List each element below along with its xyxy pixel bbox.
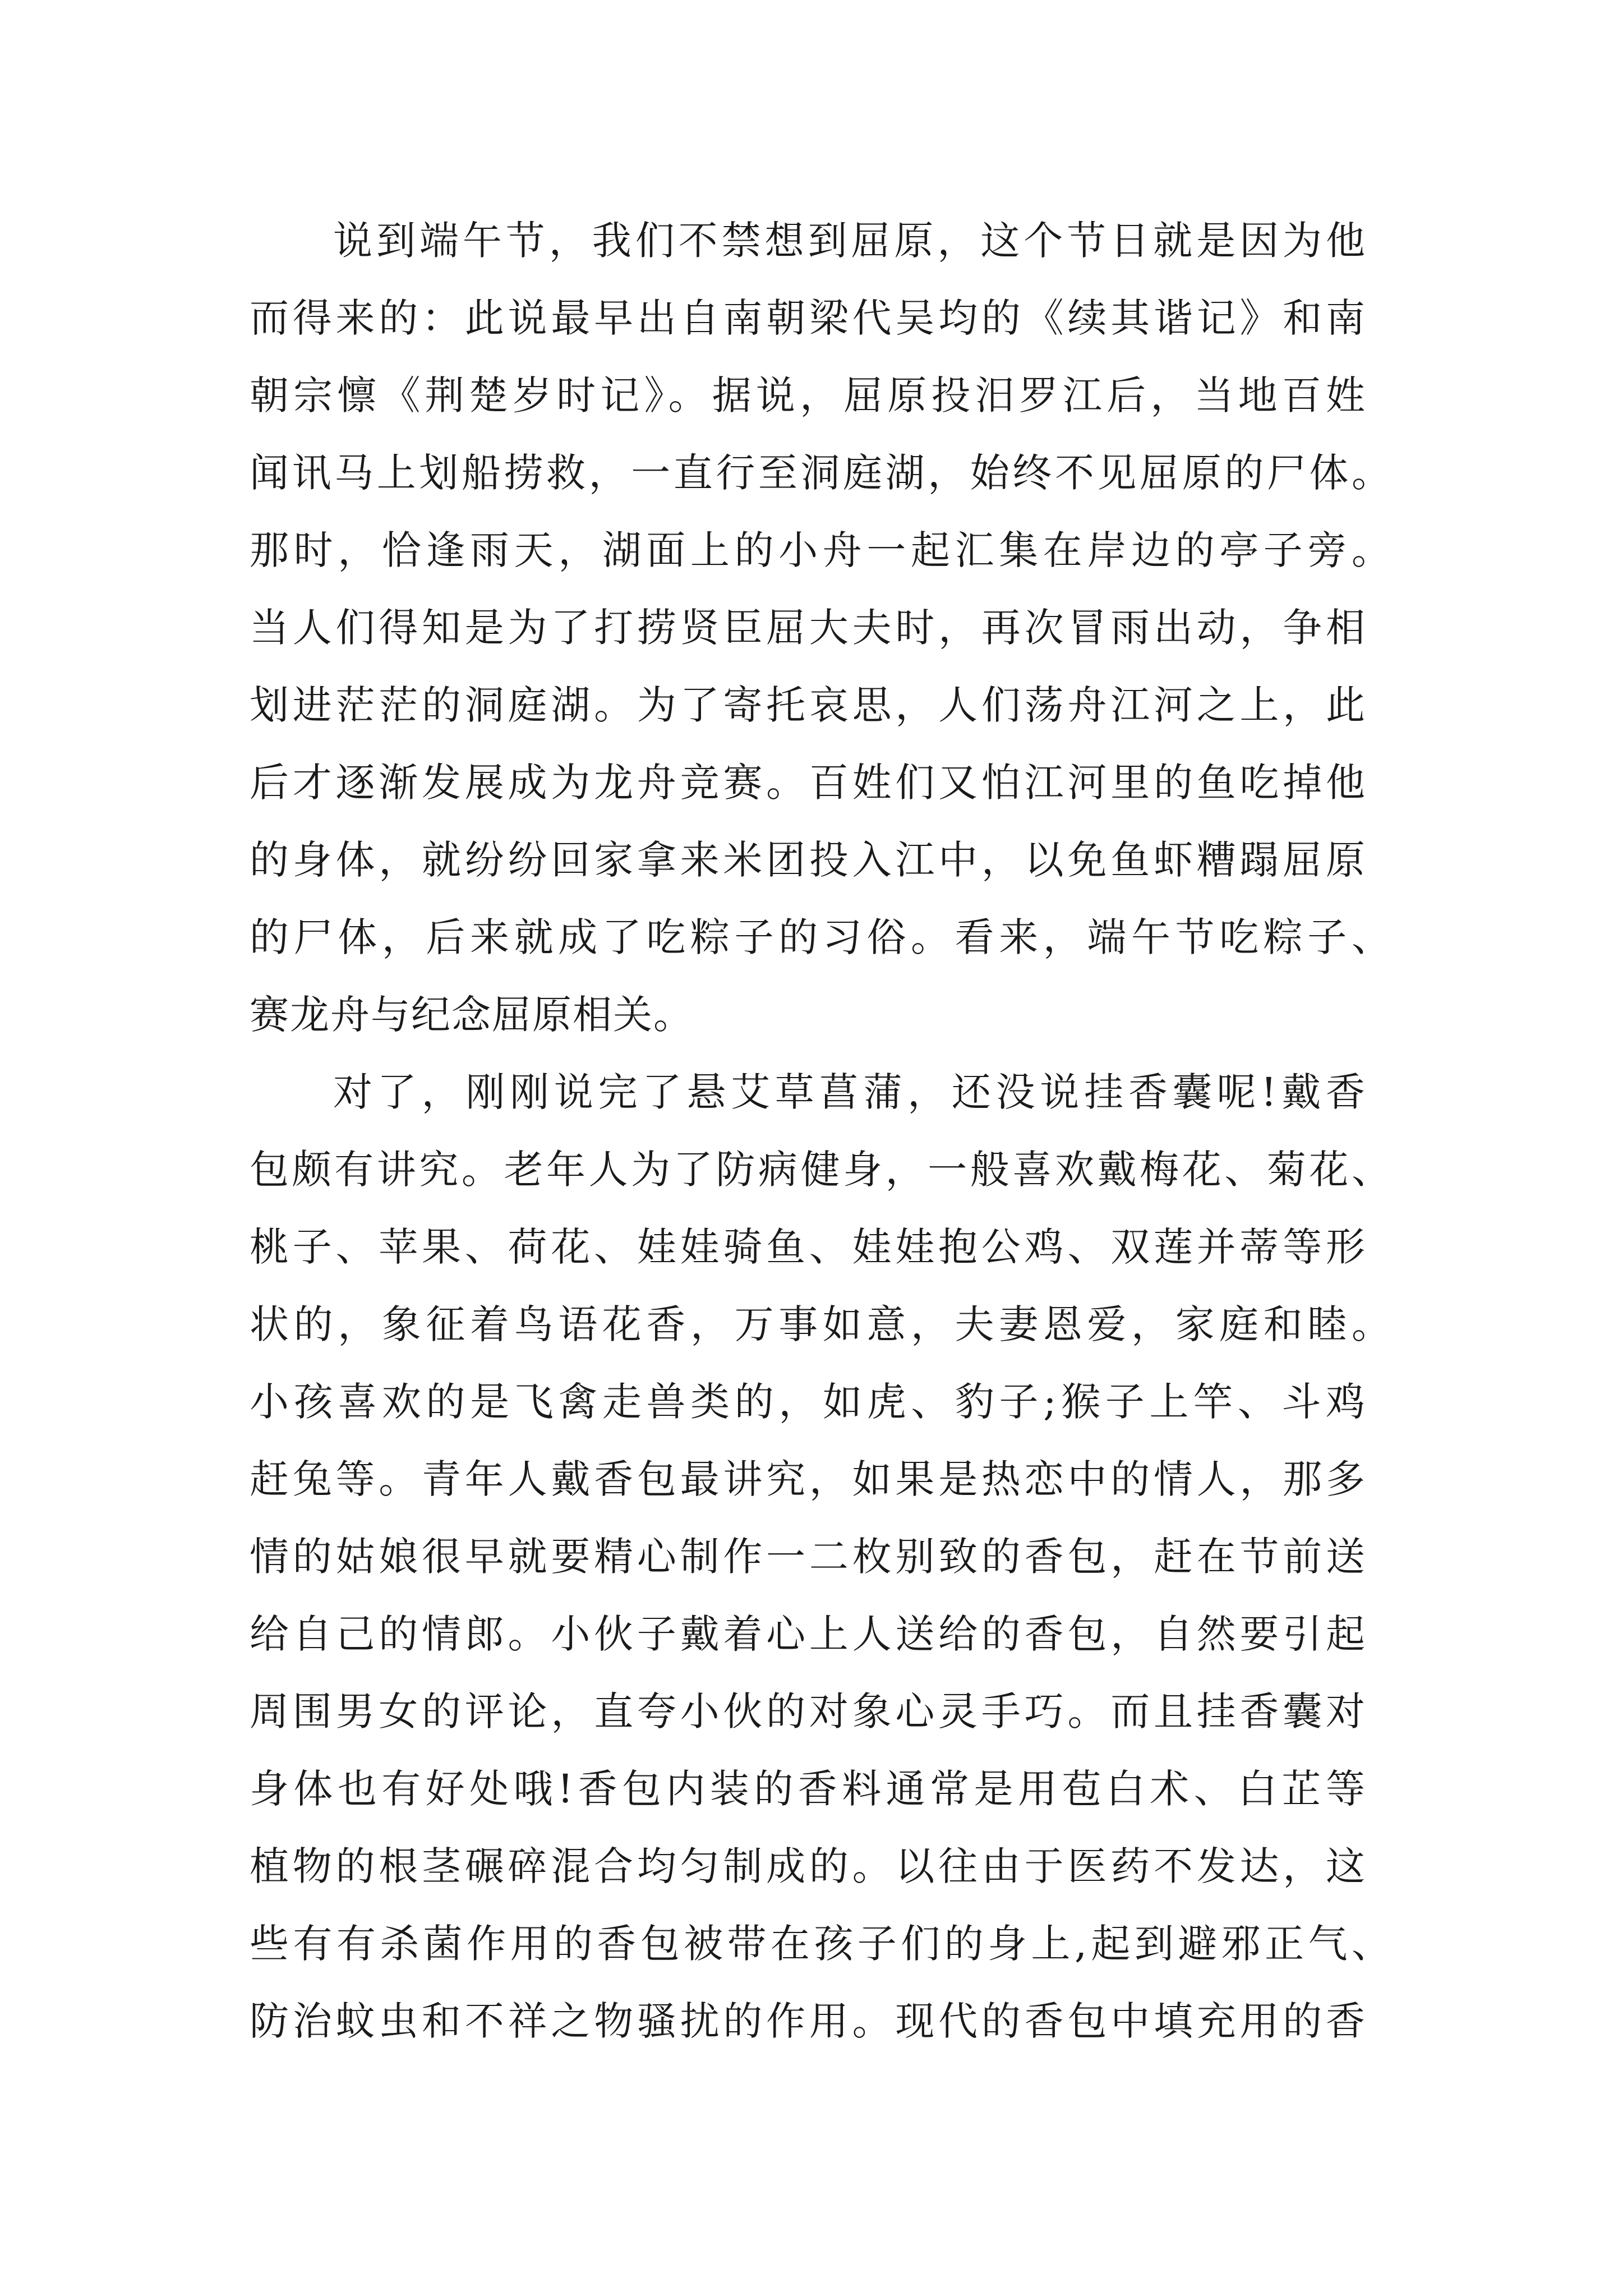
paragraph-1-line-2: 而得来的：此说最早出自南朝梁代吴均的《续其谐记》和南 [250, 295, 1365, 341]
paragraph-1-line-9: 的身体，就纷纷回家拿来米团投入江中，以免鱼虾糟蹋屈原 [250, 837, 1365, 883]
paragraph-1-line-5: 那时，恰逢雨天，湖面上的小舟一起汇集在岸边的亭子旁。 [250, 527, 1391, 573]
paragraph-2-line-5: 小孩喜欢的是飞禽走兽类的，如虎、豹子;猴子上竿、斗鸡 [250, 1379, 1365, 1425]
paragraph-1-line-3: 朝宗懔《荆楚岁时记》。据说，屈原投汨罗江后，当地百姓 [250, 372, 1365, 418]
paragraph-2-line-7: 情的姑娘很早就要精心制作一二枚别致的香包，赶在节前送 [250, 1534, 1365, 1580]
paragraph-2-line-8: 给自己的情郎。小伙子戴着心上人送给的香包，自然要引起 [250, 1611, 1365, 1657]
paragraph-1-line-1: 说到端午节，我们不禁想到屈原，这个节日就是因为他 [333, 218, 1365, 264]
paragraph-2-line-11: 植物的根茎碾碎混合均匀制成的。以往由于医药不发达，这 [250, 1843, 1365, 1889]
paragraph-2-line-6: 赶兔等。青年人戴香包最讲究，如果是热恋中的情人，那多 [250, 1456, 1365, 1502]
paragraph-2-line-1: 对了，刚刚说完了悬艾草菖蒲，还没说挂香囊呢!戴香 [333, 1069, 1365, 1115]
paragraph-2-line-10: 身体也有好处哦!香包内装的香料通常是用苞白术、白芷等 [250, 1766, 1365, 1812]
paragraph-1-line-10: 的尸体，后来就成了吃粽子的习俗。看来，端午节吃粽子、 [250, 914, 1391, 960]
paragraph-2-line-4: 状的，象征着鸟语花香，万事如意，夫妻恩爱，家庭和睦。 [250, 1301, 1391, 1347]
paragraph-1-line-6: 当人们得知是为了打捞贤臣屈大夫时，再次冒雨出动，争相 [250, 605, 1365, 651]
paragraph-1-line-11: 赛龙舟与纪念屈原相关。 [250, 992, 694, 1038]
paragraph-2-line-3: 桃子、苹果、荷花、娃娃骑鱼、娃娃抱公鸡、双莲并蒂等形 [250, 1224, 1365, 1270]
paragraph-1-line-8: 后才逐渐发展成为龙舟竞赛。百姓们又怕江河里的鱼吃掉他 [250, 760, 1365, 806]
paragraph-2-line-2: 包颇有讲究。老年人为了防病健身，一般喜欢戴梅花、菊花、 [250, 1147, 1391, 1193]
paragraph-2-line-13: 防治蚊虫和不祥之物骚扰的作用。现代的香包中填充用的香 [250, 1998, 1365, 2044]
paragraph-1-line-4: 闻讯马上划船捞救，一直行至洞庭湖，始终不见屈原的尸体。 [250, 450, 1391, 496]
paragraph-2-line-9: 周围男女的评论，直夸小伙的对象心灵手巧。而且挂香囊对 [250, 1688, 1365, 1734]
paragraph-2-line-12: 些有有杀菌作用的香包被带在孩子们的身上,起到避邪正气、 [250, 1921, 1391, 1967]
paragraph-1-line-7: 划进茫茫的洞庭湖。为了寄托哀思，人们荡舟江河之上，此 [250, 682, 1365, 728]
